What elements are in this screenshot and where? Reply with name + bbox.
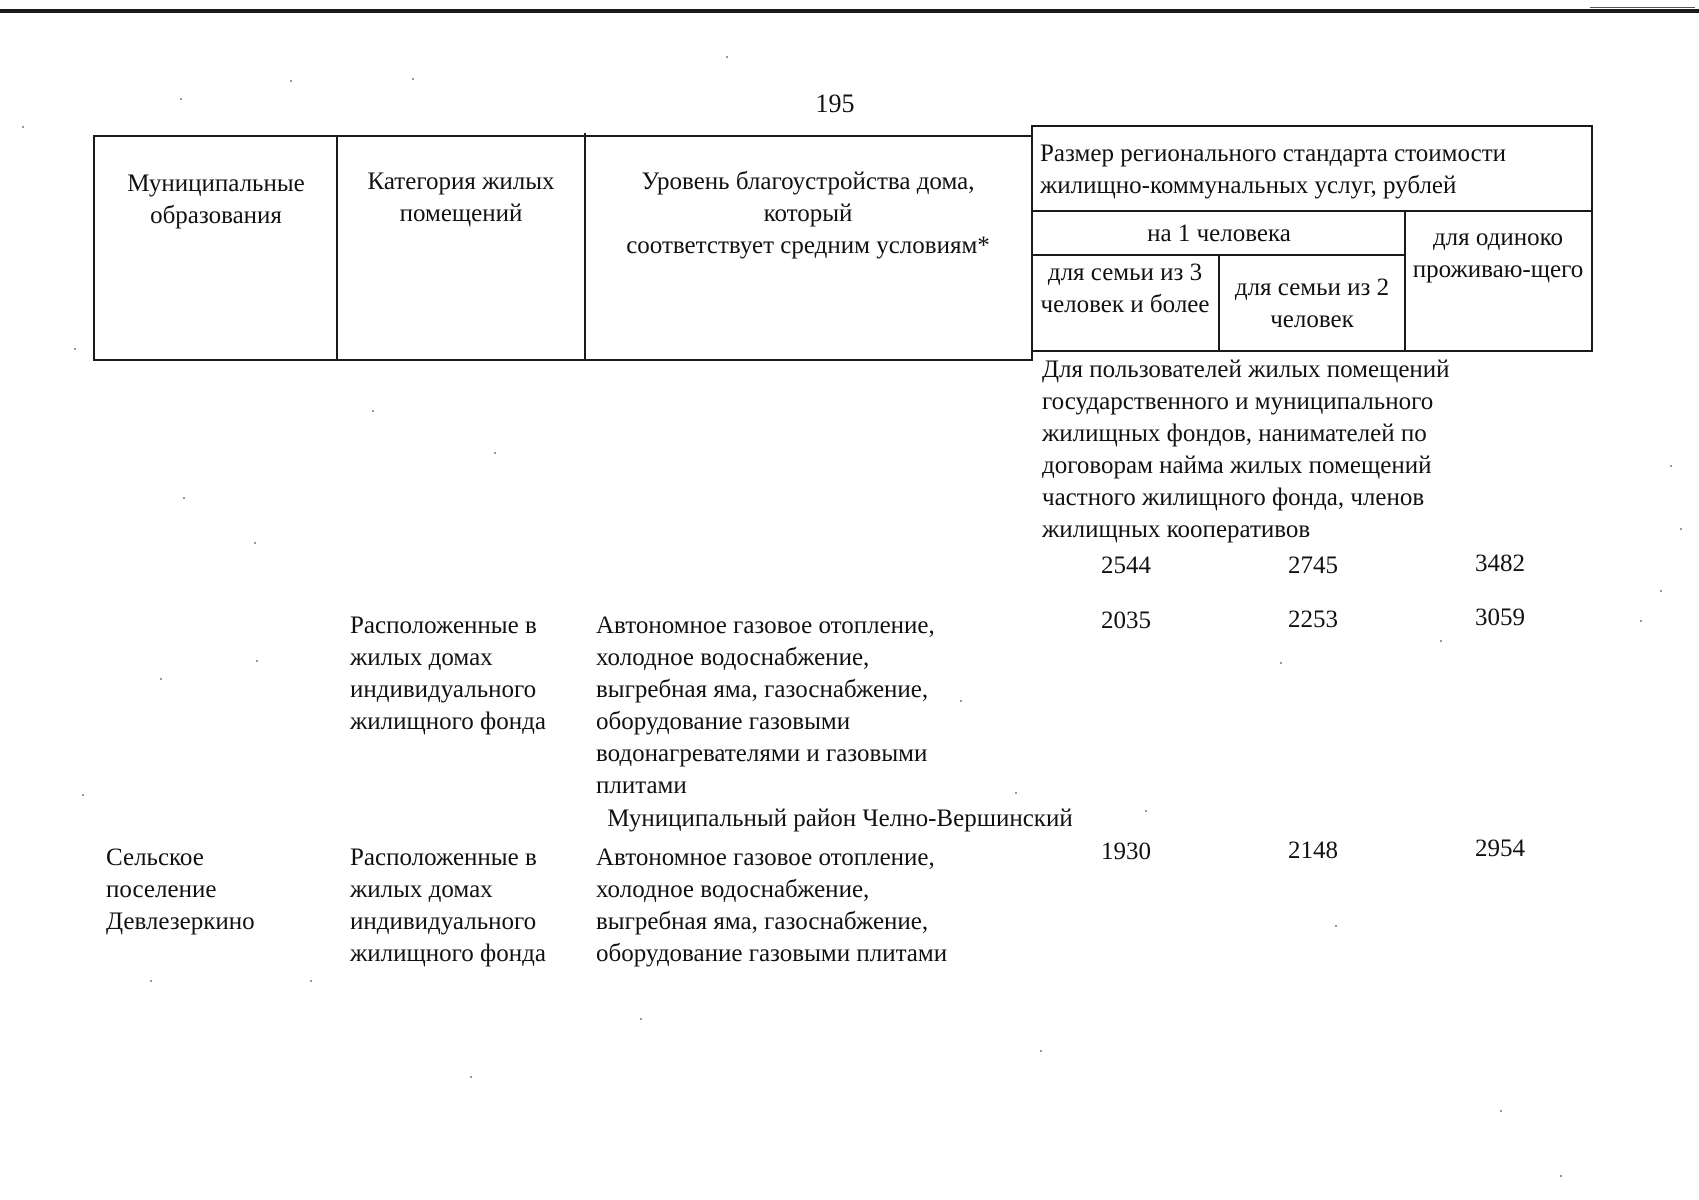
header-group-divider [1031, 210, 1593, 212]
row3-municipality: Сельское поселение Девлезеркино [106, 844, 255, 935]
header-bottom-border [93, 359, 1033, 361]
row2-amenities: Автономное газовое отопление, холодное водоснабжение, выгребная яма, газоснабжение, оборудование газовыми водонагревателями и газовыми плитами [596, 612, 935, 799]
header-amenities-line-3: соответствует средним условиям* [626, 232, 990, 259]
header-right-border [1591, 125, 1593, 352]
header-col-divider-1 [336, 135, 338, 361]
row3-value-family2: 2148 [1288, 837, 1338, 864]
header-amenities-line-1: Уровень благоустройства дома, [641, 168, 975, 195]
header-top-border-right [1031, 125, 1593, 127]
row1-value-family2: 2745 [1288, 552, 1338, 579]
row1-value-single: 3482 [1475, 550, 1525, 577]
table-header [0, 0, 1699, 370]
header-bottom-border-right [1031, 350, 1593, 352]
header-family-divider [1218, 254, 1220, 352]
row3-category: Расположенные в жилых домах индивидуального жилищного фонда [350, 844, 546, 967]
header-amenities-line-2: который [763, 200, 853, 227]
row2-value-single: 3059 [1475, 604, 1525, 631]
header-left-border [93, 135, 95, 361]
row2-value-family2: 2253 [1288, 606, 1338, 633]
row3-value-family3: 1930 [1101, 838, 1151, 865]
header-family-3: для семьи из 3 человек и более [1040, 259, 1210, 318]
header-municipalities: Муниципальные образования [127, 170, 305, 229]
district-heading: Муниципальный район Челно-Вершинский [607, 805, 1073, 832]
header-standard-cost-group: Размер регионального стандарта стоимости жилищно-коммунальных услуг, рублей [1040, 140, 1507, 199]
row3-value-single: 2954 [1475, 835, 1525, 862]
header-amenities-level [590, 166, 1026, 262]
header-single-resident: для одиноко проживаю-щего [1412, 224, 1584, 283]
header-col-divider-2 [584, 133, 586, 361]
users-note: Для пользователей жилых помещений государственного и муниципального жилищных фондов, нанимателей по договорам найма жилых помещений частного жилищного фонда, членов жилищных кооперативов [1042, 356, 1450, 543]
row3-amenities: Автономное газовое отопление, холодное водоснабжение, выгребная яма, газоснабжение, оборудование газовыми плитами [596, 844, 948, 967]
row2-category: Расположенные в жилых домах индивидуального жилищного фонда [350, 612, 546, 735]
header-per-person: на 1 человека [1147, 220, 1291, 247]
row1-value-family3: 2544 [1101, 552, 1151, 579]
row2-value-family3: 2035 [1101, 607, 1151, 634]
header-housing-category: Категория жилых помещений [367, 168, 555, 227]
header-top-border [93, 135, 1033, 137]
page-number: 195 [815, 89, 855, 118]
header-single-divider [1404, 210, 1406, 352]
header-col-divider-3 [1031, 125, 1033, 361]
header-family-2: для семьи из 2 человек [1234, 274, 1390, 333]
